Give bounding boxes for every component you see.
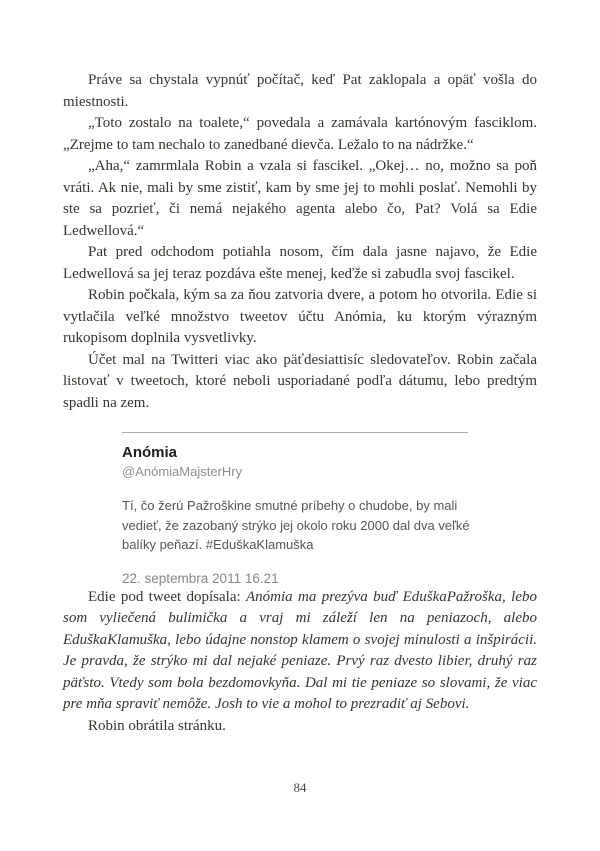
tweet-body-line: balíky peňazí. #EduškaKlamuška bbox=[122, 537, 314, 552]
paragraph: Robin počkala, kým sa za ňou zatvoria dvere, a potom ho otvorila. Edie si vytlačila veľké množstvo tweetov účtu Anómia, ku ktorým výrazným rukopisom doplnila vysvetlivky. bbox=[63, 287, 537, 346]
paragraph: „Aha,“ zamrmlala Robin a vzala si fascikel. „Okej… no, možno sa poň vráti. Ak nie, mali by sme zistiť, kam by sme jej to mohli poslať. Nemohli by ste sa pozrieť, či nemá nejakého agenta alebo čo, Pat? Volá sa Edie Ledwellová.“ bbox=[63, 158, 537, 239]
closing-lead-text: Edie pod tweet dopísala: bbox=[88, 588, 247, 605]
tweet-quote-block bbox=[122, 432, 468, 587]
paragraph: Pat pred odchodom potiahla nosom, čím dala jasne najavo, že Edie Ledwellová sa jej teraz pozdáva ešte menej, keďže si zabudla svoj fascikel. bbox=[63, 244, 537, 282]
closing-paragraph bbox=[63, 587, 537, 716]
paragraph: Práve sa chystala vypnúť počítač, keď Pat zaklopala a opäť vošla do miestnosti. bbox=[63, 72, 537, 110]
tweet-body-line: Tí, čo žerú Pažroškine smutné príbehy o chudobe, by mali bbox=[122, 498, 458, 513]
tweet-author-handle: @AnómiaMajsterHry bbox=[122, 464, 243, 479]
page-number: 84 bbox=[293, 780, 307, 795]
tweet-author-name: Anómia bbox=[122, 444, 178, 461]
paragraph: „Toto zostalo na toalete,“ povedala a zamávala kartónovým fasciklom. „Zrejme to tam nechalo to zanedbané dievča. Ležalo to na nádržke.“ bbox=[63, 115, 537, 153]
final-paragraph: Robin obrátila stránku. bbox=[88, 717, 226, 734]
tweet-body bbox=[122, 496, 468, 555]
tweet-body-line: vedieť, že zazobaný strýko jej okolo roku 2000 dal dva veľké bbox=[122, 517, 470, 533]
page-body-text bbox=[63, 70, 537, 737]
closing-quoted-text: Anómia ma prezýva buď EduškaPažroška, lebo som vyliečená bulimička a vraj mi záleží len na peniazoch, alebo EduškaKlamuška, lebo údajne nonstop klamem o svojej minulosti a inšpirácii. Je pravda, že strýko mi dal nejaké peniaze. Prvý raz dvesto libier, druhý raz päťsto. Vtedy som bola bezdomovkyňa. Dal mi tie peniaze so slovami, že viac pre mňa spraviť nemôže. Josh to vie a mohol to prezradiť aj Sebovi. bbox=[63, 588, 537, 712]
tweet-timestamp: 22. septembra 2011 16.21 bbox=[122, 570, 279, 586]
paragraph: Účet mal na Twitteri viac ako päťdesiattisíc sledovateľov. Robin začala listovať v tweetoch, ktoré neboli usporiadané podľa dátumu, lebo predtým spadli na zem. bbox=[63, 351, 537, 411]
